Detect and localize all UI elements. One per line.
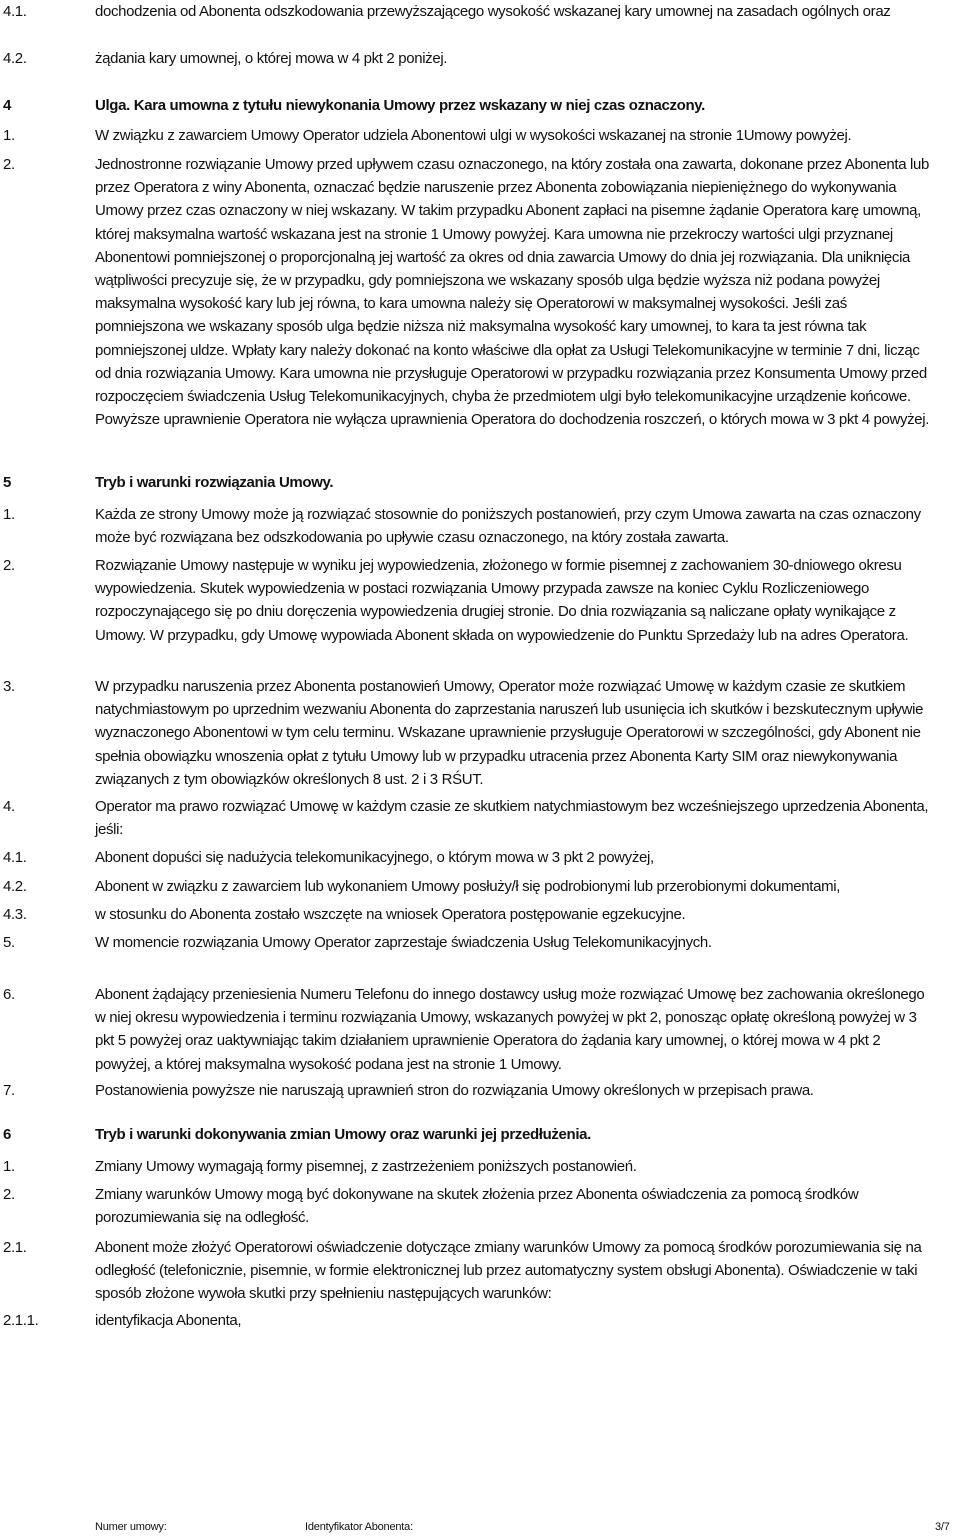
paragraph-number: 6. (3, 986, 15, 1003)
paragraph-number: 2. (3, 1186, 15, 1203)
paragraph-text: Zmiany Umowy wymagają formy pisemnej, z zastrzeżeniem poniższych postanowień. (95, 1158, 637, 1175)
paragraph-number: 4.1. (3, 849, 27, 866)
paragraph-number: 4. (3, 798, 15, 815)
paragraph-number: 2. (3, 557, 15, 574)
paragraph-text: W przypadku naruszenia przez Abonenta postanowień Umowy, Operator może rozwiązać Umowę w każdym czasie ze skutkiem natychmiastowym po uprzednim wezwaniu Abonenta do zaprzestania naruszeń lub usunięcia ich skutków i bezskutecznym upływie wyznaczonego Abonentowi w tym celu terminu. Wskazane uprawnienie przysługuje Operatorowi w szczególności, gdy Abonent nie spełnia obowiązku wnoszenia opłat z tytułu Umowy lub w przypadku utracenia przez Abonenta Karty SIM oraz niewykonywania związanych z tym obowiązków określonych 8 ust. 2 i 3 RŚUT. (95, 678, 924, 788)
section-number: 4 (3, 97, 11, 114)
paragraph-text: Abonent w związku z zawarciem lub wykonaniem Umowy posłuży/ł się podrobionymi lub przerobionymi dokumentami, (95, 878, 841, 895)
paragraph-text: Postanowienia powyższe nie naruszają uprawnień stron do rozwiązania Umowy określonych w przepisach prawa. (95, 1082, 814, 1099)
paragraph-text: Jednostronne rozwiązanie Umowy przed upływem czasu oznaczonego, na który została ona zawarta, dokonane przez Abonenta lub przez Operatora z winy Abonenta, oznaczać będzie naruszenie przez Abonenta zobowiązania niepieniężnego do wykonywania Umowy przez czas oznaczony w niej wskazany. W takim przypadku Abonent zapłaci na pisemne żądanie Operatora karę umowną, której maksymalna wartość wskazana jest na stronie 1 Umowy powyżej. Kara umowna nie przekroczy wartości ulgi przyznanej Abonentowi pomniejszonej o proporcjonalną jej wartość za okres od dnia zawarcia Umowy do dnia jej rozwiązania. Dla uniknięcia wątpliwości precyzuje się, że w przypadku, gdy pomniejszona we wskazany sposób ulga będzie wyższa niż podana powyżej maksymalna wysokość kary lub jej równa, to kara umowna należy się Operatorowi w maksymalnej wysokości. Jeśli zaś pomniejszona we wskazany sposób ulga będzie niższa niż maksymalna wysokość kary umownej, to kara ta jest równa tak pomniejszonej uldze. Wpłaty kary należy dokonać na konto właściwe dla opłat za Usługi Telekomunikacyjne w terminie 7 dni, licząc od dnia rozwiązania Umowy. Kara umowna nie przysługuje Operatorowi w przypadku rozwiązania przez Konsumenta Umowy przed rozpoczęciem świadczenia Usług Telekomunikacyjnych, chyba że przedmiotem ulgi było telekomunikacyjne urządzenie końcowe. Powyższe uprawnienie Operatora nie wyłącza uprawnienia Operatora do dochodzenia roszczeń, o których mowa w 3 pkt 4 powyżej. (95, 156, 930, 429)
paragraph-text: Rozwiązanie Umowy następuje w wyniku jej wypowiedzenia, złożonego w formie pisemnej z zachowaniem 30-dniowego okresu wypowiedzenia. Skutek wypowiedzenia w postaci rozwiązania Umowy przypada zawsze na koniec Cyklu Rozliczeniowego rozpoczynającego się po dniu doręczenia wypowiedzenia drugiej stronie. Do dnia rozwiązania są naliczane opłaty wynikające z Umowy. W przypadku, gdy Umowę wypowiada Abonent składa on wypowiedzenie do Punktu Sprzedaży lub na adres Operatora. (95, 557, 909, 644)
paragraph-number: 1. (3, 506, 15, 523)
section-number: 5 (3, 474, 11, 491)
paragraph-text: Abonent żądający przeniesienia Numeru Telefonu do innego dostawcy usług może rozwiązać Umowę bez zachowania określonego w niej okresu wypowiedzenia i terminu rozwiązania Umowy, wskazanych powyżej w pkt 2, ponosząc opłatę określoną powyżej w 3 pkt 5 powyżej oraz uaktywniając takim działaniem uprawnienie Operatora do żądania kary umownej, o której mowa w 4 pkt 2 powyżej, a której maksymalna wysokość podana jest na stronie 1 Umowy. (95, 986, 925, 1073)
paragraph-text: Zmiany warunków Umowy mogą być dokonywane na skutek złożenia przez Abonenta oświadczenia za pomocą środków porozumiewania się na odległość. (95, 1186, 859, 1227)
paragraph-number: 4.3. (3, 906, 27, 923)
subscriber-id-label: Identyfikator Abonenta: (305, 1521, 413, 1533)
paragraph-number: 4.2. (3, 878, 27, 895)
section-title: Ulga. Kara umowna z tytułu niewykonania Umowy przez wskazany w niej czas oznaczony. (95, 97, 706, 114)
paragraph-number: 5. (3, 934, 15, 951)
contract-number-label: Numer umowy: (95, 1521, 167, 1533)
paragraph-number: 1. (3, 1158, 15, 1175)
section-number: 6 (3, 1126, 11, 1143)
paragraph-text: Abonent dopuści się nadużycia telekomunikacyjnego, o którym mowa w 3 pkt 2 powyżej, (95, 849, 654, 866)
paragraph-text: W związku z zawarciem Umowy Operator udziela Abonentowi ulgi w wysokości wskazanej na stronie 1Umowy powyżej. (95, 127, 852, 144)
paragraph-number: 4.1. (3, 3, 27, 20)
paragraph-number: 3. (3, 678, 15, 695)
paragraph-number: 1. (3, 127, 15, 144)
paragraph-text: Operator ma prawo rozwiązać Umowę w każdym czasie ze skutkiem natychmiastowym bez wcześniejszego uprzedzenia Abonenta, jeśli: (95, 798, 929, 839)
paragraph-text: Każda ze strony Umowy może ją rozwiązać stosownie do poniższych postanowień, przy czym Umowa zawarta na czas oznaczony może być rozwiązana bez odszkodowania po upływie czasu oznaczonego, na który została zawarta. (95, 506, 921, 547)
paragraph-number: 2.1. (3, 1239, 27, 1256)
paragraph-number: 2.1.1. (3, 1312, 39, 1329)
paragraph-text: W momencie rozwiązania Umowy Operator zaprzestaje świadczenia Usług Telekomunikacyjnych. (95, 934, 712, 951)
paragraph-text: identyfikacja Abonenta, (95, 1312, 242, 1329)
paragraph-text: żądania kary umownej, o której mowa w 4 pkt 2 poniżej. (95, 50, 448, 67)
paragraph-number: 4.2. (3, 50, 27, 67)
paragraph-number: 7. (3, 1082, 15, 1099)
paragraph-text: w stosunku do Abonenta zostało wszczęte na wniosek Operatora postępowanie egzekucyjne. (95, 906, 686, 923)
paragraph-text: Abonent może złożyć Operatorowi oświadczenie dotyczące zmiany warunków Umowy za pomocą środków porozumiewania się na odległość (telefonicznie, pisemnie, w formie elektronicznej lub przez automatyczny system obsługi Abonenta). Oświadczenie w taki sposób złożone wywoła skutki przy spełnieniu następujących warunków: (95, 1239, 922, 1303)
page-number: 3/7 (935, 1521, 950, 1533)
paragraph-number: 2. (3, 156, 15, 173)
paragraph-text: dochodzenia od Abonenta odszkodowania przewyższającego wysokość wskazanej kary umownej na zasadach ogólnych oraz (95, 3, 891, 20)
section-title: Tryb i warunki dokonywania zmian Umowy oraz warunki jej przedłużenia. (95, 1126, 591, 1143)
section-title: Tryb i warunki rozwiązania Umowy. (95, 474, 334, 491)
